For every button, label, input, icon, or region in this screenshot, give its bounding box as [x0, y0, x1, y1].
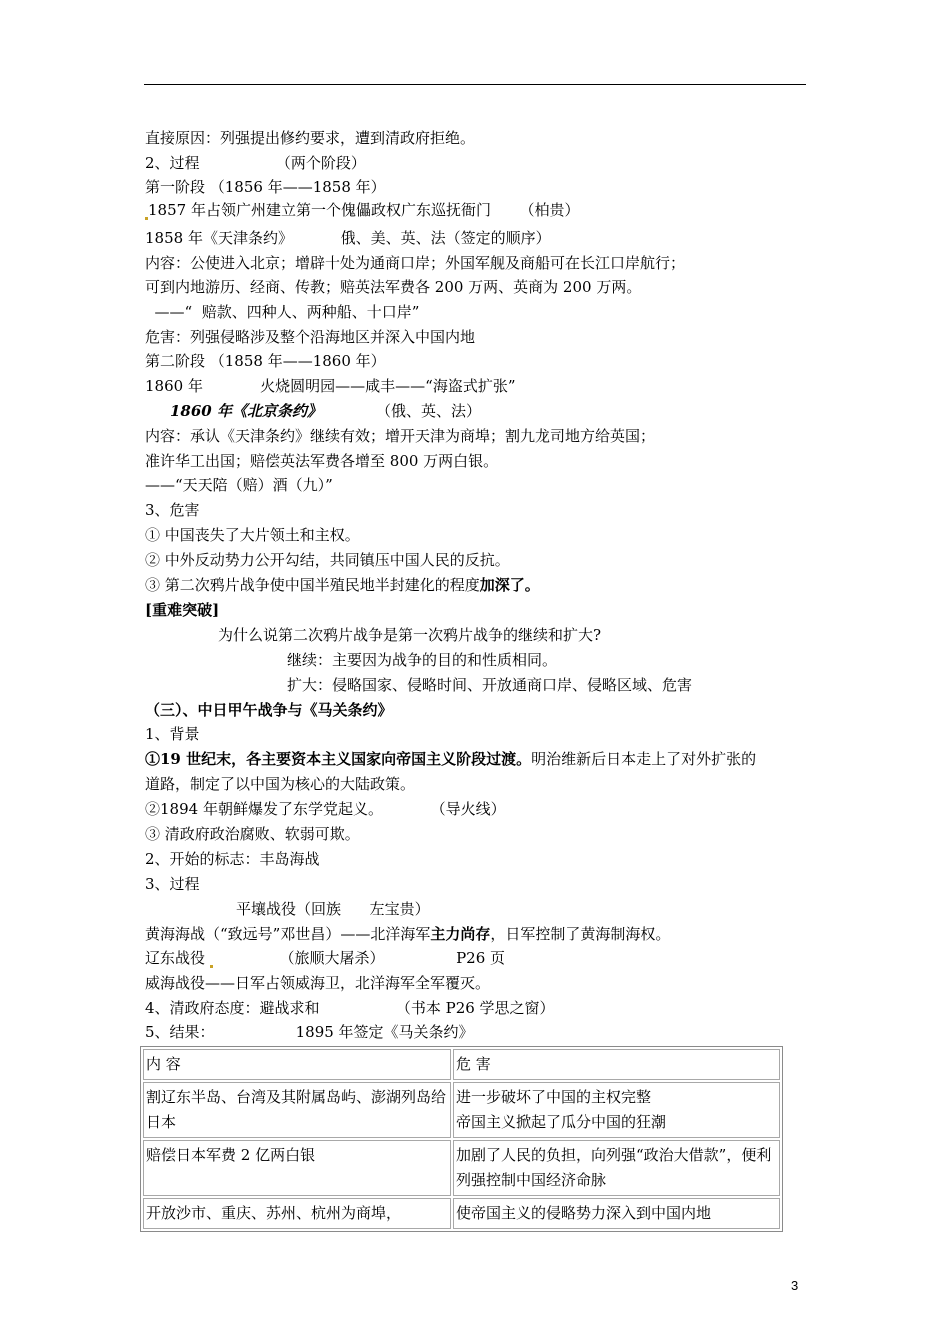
text-span: 黄海海战（“致远号”邓世昌）——北洋海军: [145, 925, 431, 943]
text-line: 直接原因：列强提出修约要求，遭到清政府拒绝。: [145, 129, 476, 147]
text-line: 第二阶段 （1858 年——1860 年）: [145, 352, 386, 370]
text-span: （旅顺大屠杀） P26 页: [212, 949, 506, 967]
text-line: 威海战役——日军占领威海卫，北洋海军全军覆灭。: [145, 974, 491, 992]
text-line: 道路，制定了以中国为核心的大陆政策。: [145, 775, 416, 793]
table-header-cell: 内 容: [143, 1049, 451, 1080]
text-span: 1857 年占领广州建立第一个傀儡政权广东巡抚衙门 （柏贵）: [148, 201, 580, 219]
section-heading: （三）、中日甲午战争与《马关条约》: [145, 701, 393, 719]
text-line: [145, 575, 540, 597]
text-line: 1858 年《天津条约》 俄、美、英、法（签定的顺序）: [145, 229, 551, 247]
table-header-row: [143, 1049, 780, 1080]
text-line: ——“天天陪（赔）酒（九）”: [145, 476, 333, 494]
header-rule: [144, 84, 806, 85]
text-line: 1、背景: [145, 725, 200, 743]
text-span: 明治维新后日本走上了对外扩张的: [531, 750, 757, 768]
text-line: 可到内地游历、经商、传教；赔英法军费各 200 万两、英商为 200 万两。: [145, 278, 642, 296]
table-cell: 赔偿日本军费 2 亿两白银: [143, 1140, 451, 1196]
text-line: 为什么说第二次鸦片战争是第一次鸦片战争的继续和扩大?: [218, 626, 602, 644]
text-line: 5、结果： 1895 年签定《马关条约》: [145, 1023, 474, 1041]
text-span: 加深了。: [479, 576, 540, 594]
table-cell: 割辽东半岛、台湾及其附属岛屿、澎湖列岛给日本: [143, 1082, 451, 1138]
text-line: 第一阶段 （1856 年——1858 年）: [145, 178, 386, 196]
text-line: [145, 948, 505, 970]
text-line: 继续：主要因为战争的目的和性质相同。: [287, 651, 558, 669]
text-line: 2、开始的标志：丰岛海战: [145, 850, 320, 868]
text-line: 平壤战役（回族 左宝贵）: [236, 900, 430, 918]
text-span: ③ 第二次鸦片战争使中国半殖民地半封建化的程度: [145, 576, 480, 594]
text-line: [170, 401, 481, 423]
text-line: ② 中外反动势力公开勾结，共同镇压中国人民的反抗。: [145, 551, 510, 569]
text-span: 主力尚存: [430, 925, 491, 943]
text-line: [145, 200, 580, 222]
text-line: ②1894 年朝鲜爆发了东学党起义。 （导火线）: [145, 800, 506, 818]
text-line: 内容：承认《天津条约》继续有效；增开天津为商埠；割九龙司地方给英国；: [145, 427, 656, 445]
text-line: 3、过程: [145, 875, 200, 893]
page-number: 3: [791, 1278, 799, 1293]
text-line: 1860 年 火烧圆明园——咸丰——“海盗式扩张”: [145, 377, 516, 395]
text-line: ——“ 赔款、四种人、两种船、十口岸”: [145, 303, 420, 321]
text-line: 准许华工出国；赔偿英法军费各增至 800 万两白银。: [145, 452, 499, 470]
text-line: ③ 清政府政治腐败、软弱可欺。: [145, 825, 360, 843]
treaty-table: [140, 1046, 783, 1232]
text-span: ，日军控制了黄海制海权。: [490, 925, 671, 943]
table-cell: 使帝国主义的侵略势力深入到中国内地: [453, 1198, 780, 1229]
text-line: ① 中国丧失了大片领土和主权。: [145, 526, 360, 544]
table-row: [143, 1198, 780, 1229]
table-header-cell: 危 害: [453, 1049, 780, 1080]
table-cell: 加剧了人民的负担，向列强“政治大借款”，便利列强控制中国经济命脉: [453, 1140, 780, 1196]
text-line: 3、危害: [145, 501, 200, 519]
text-line: [145, 749, 756, 771]
treaty-title: 1860 年《北京条约》: [170, 402, 322, 420]
table-row: [143, 1082, 780, 1138]
text-span: 辽东战役: [145, 949, 206, 967]
text-line: 扩大：侵略国家、侵略时间、开放通商口岸、侵略区域、危害: [287, 676, 693, 694]
text-span: ①19 世纪末，各主要资本主义国家向帝国主义阶段过渡。: [145, 750, 532, 768]
table-cell: 开放沙市、重庆、苏州、杭州为商埠，: [143, 1198, 451, 1229]
text-line: 危害：列强侵略涉及整个沿海地区并深入中国内地: [145, 328, 476, 346]
text-line: 内容：公使进入北京；增辟十处为通商口岸；外国军舰及商船可在长江口岸航行；: [145, 254, 686, 272]
text-line: 2、过程 （两个阶段）: [145, 154, 366, 172]
table-row: [143, 1140, 780, 1196]
section-heading: [重难突破]: [145, 601, 220, 619]
table-cell: 进一步破坏了中国的主权完整 帝国主义掀起了瓜分中国的狂潮: [453, 1082, 780, 1138]
text-line: 4、清政府态度：避战求和 （书本 P26 学思之窗）: [145, 999, 555, 1017]
text-span: （俄、英、法）: [375, 402, 481, 420]
text-line: [145, 924, 670, 946]
